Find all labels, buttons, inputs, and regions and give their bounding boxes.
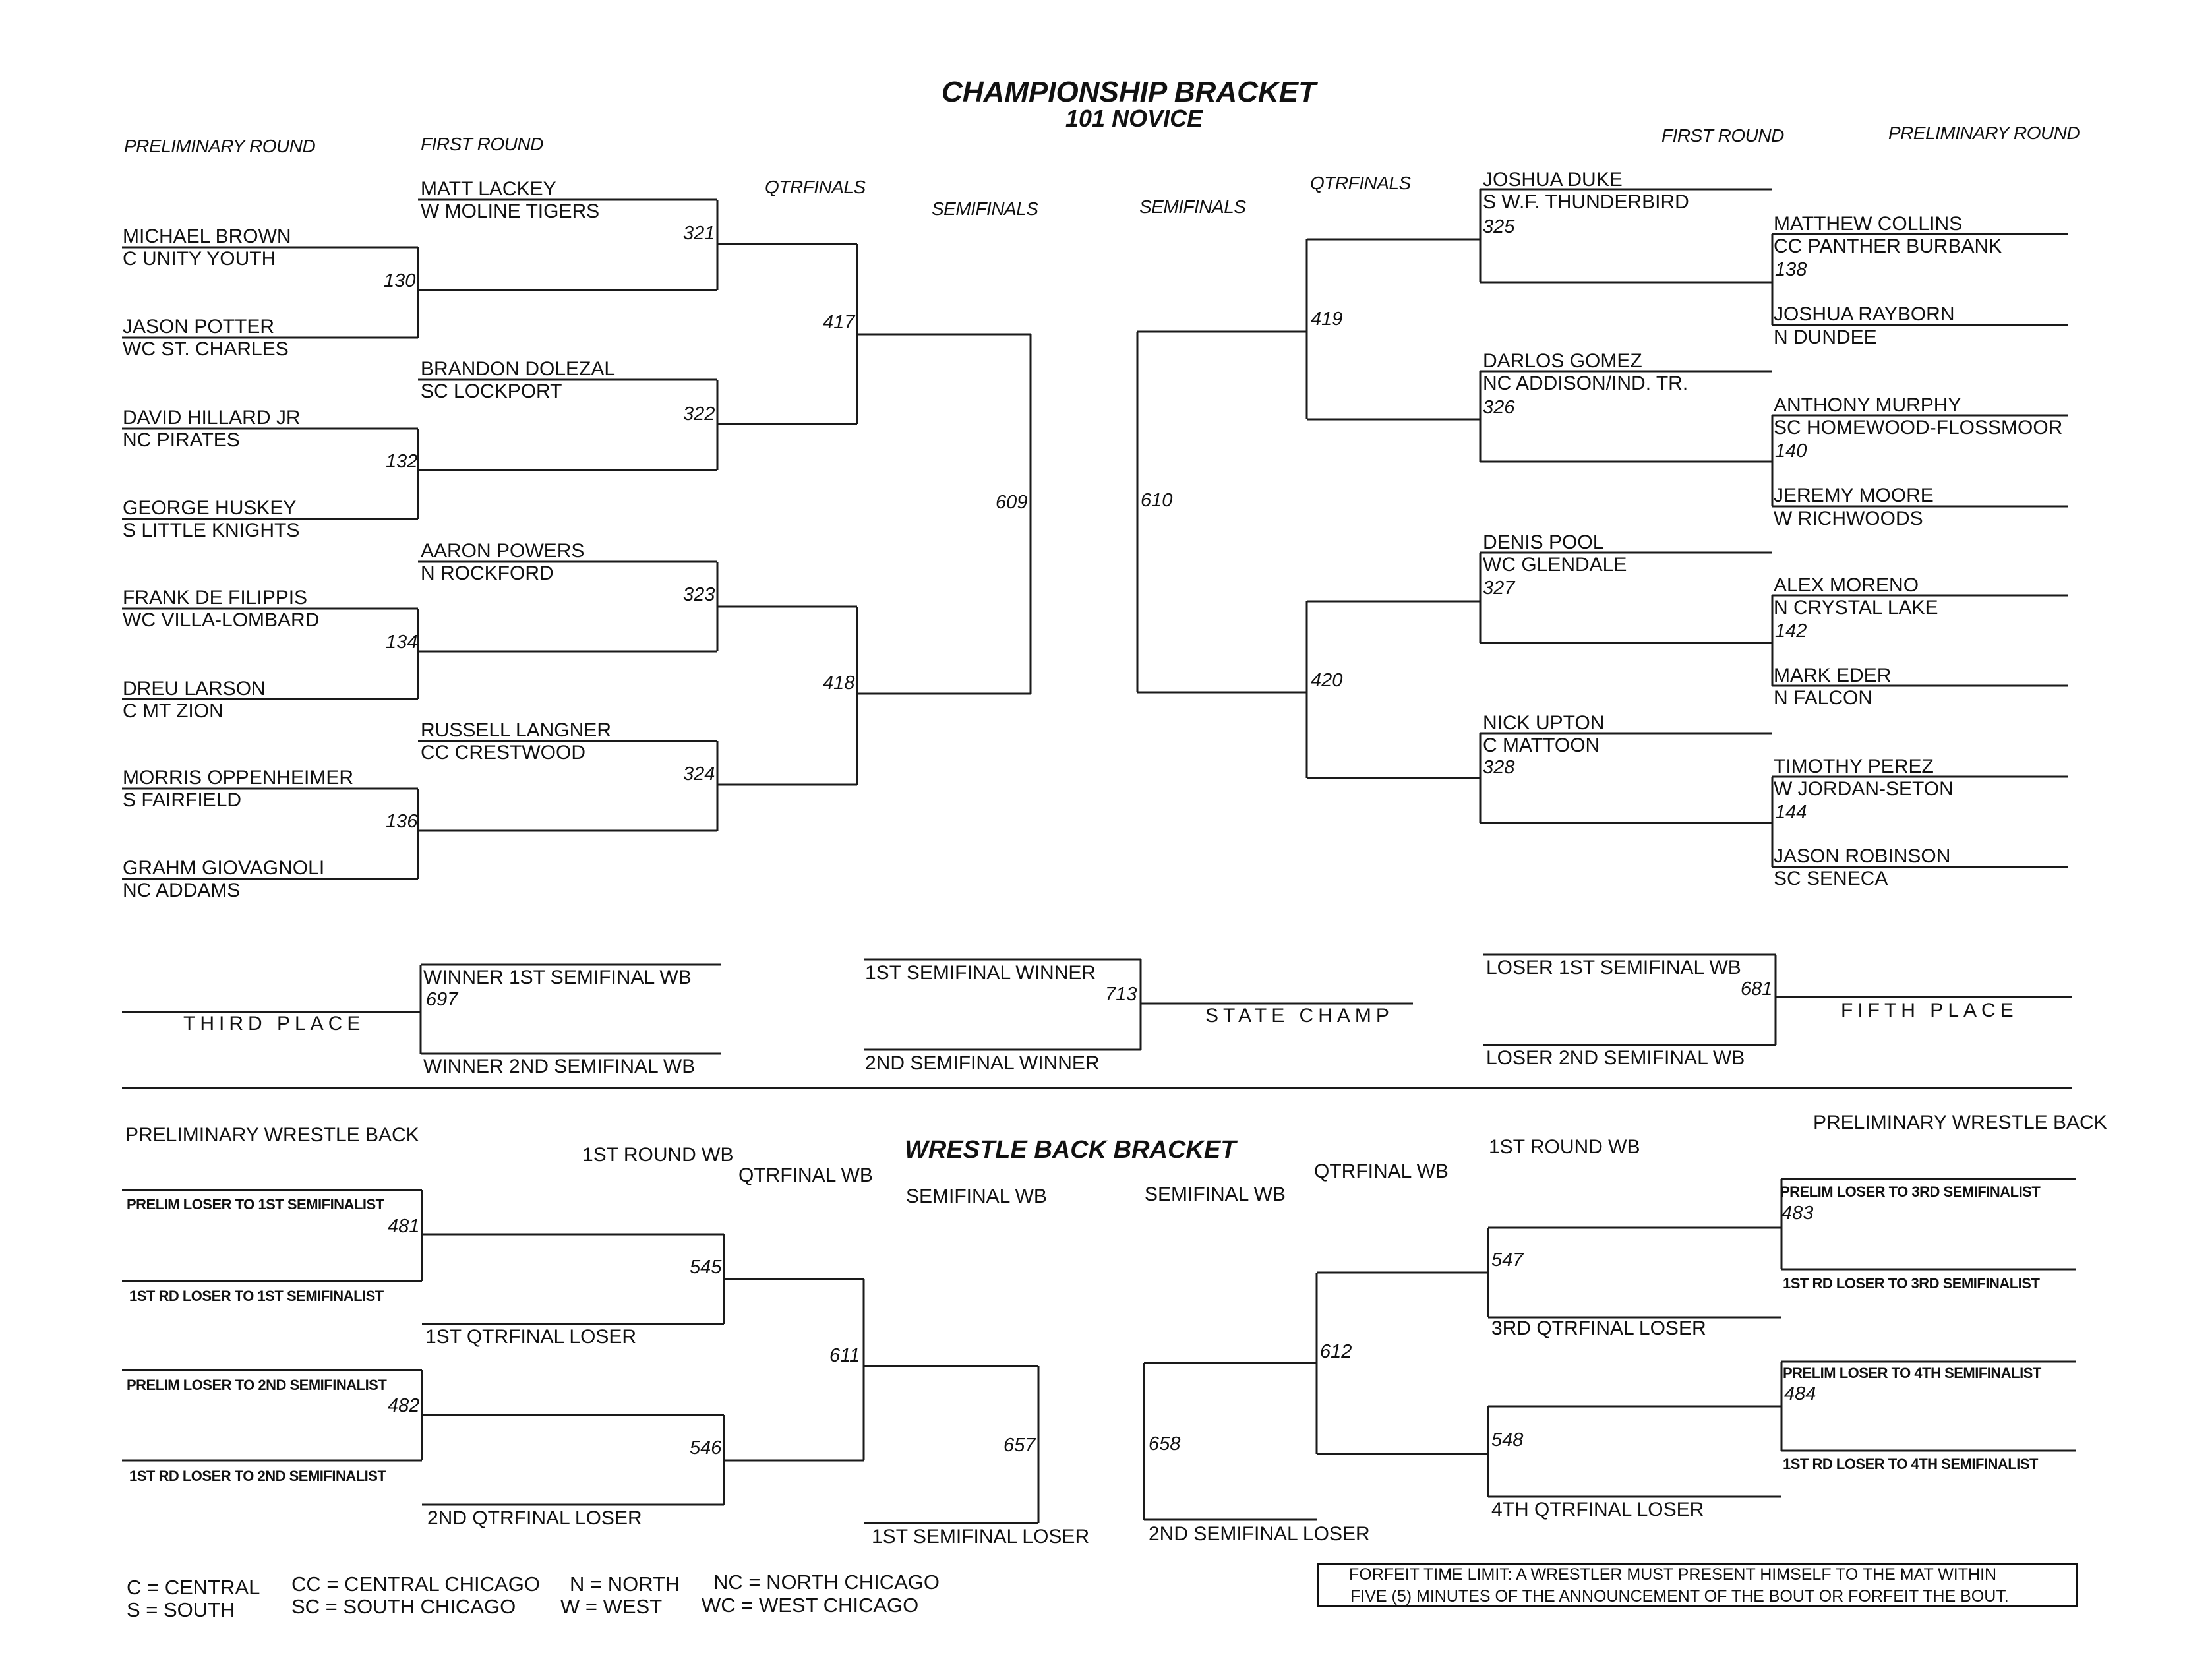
wrestler-team: W JORDAN-SETON (1774, 778, 1954, 800)
round-label-semi-right: SEMIFINALS (1139, 196, 1246, 217)
wb-slot-bottom: 4TH QTRFINAL LOSER (1491, 1499, 1704, 1520)
wrestler-name: DENIS POOL (1483, 531, 1604, 553)
bout-number: 132 (386, 451, 418, 472)
wrestler-team: N ROCKFORD (421, 562, 554, 584)
legend-south: S = SOUTH (127, 1598, 235, 1621)
bout-number: 420 (1311, 670, 1343, 691)
wrestler-name: MATT LACKEY (421, 178, 556, 200)
bout-number: 482 (388, 1395, 420, 1416)
bout-number: 144 (1775, 802, 1807, 823)
bout-number: 609 (996, 492, 1028, 513)
wrestler-team: C MT ZION (123, 700, 224, 722)
bout-number: 484 (1784, 1383, 1816, 1404)
bout-number: 323 (683, 584, 715, 605)
state-champ-label: STATE CHAMP (1205, 1005, 1394, 1027)
wrestler-team: W MOLINE TIGERS (421, 200, 600, 222)
wrestler-team: WC VILLA-LOMBARD (123, 609, 320, 631)
wb-slot-bottom: 3RD QTRFINAL LOSER (1491, 1317, 1706, 1339)
wrestler-name: FRANK DE FILIPPIS (123, 587, 308, 609)
fifth-place-label: FIFTH PLACE (1841, 1000, 2018, 1021)
wrestler-team: N FALCON (1774, 687, 1873, 709)
wb-title: WRESTLE BACK BRACKET (905, 1136, 1236, 1164)
bout-number: 610 (1141, 490, 1173, 511)
bout-number: 325 (1483, 216, 1515, 237)
wrestler-name: NICK UPTON (1483, 712, 1605, 734)
bout-number: 545 (690, 1257, 722, 1278)
wrestler-name: JASON ROBINSON (1774, 845, 1951, 867)
wrestler-name: MORRIS OPPENHEIMER (123, 767, 354, 789)
round-label-qtr-left: QTRFINALS (765, 177, 866, 197)
wrestler-team: SC SENECA (1774, 868, 1888, 889)
bout-number: 138 (1775, 259, 1807, 280)
wb-label-qtr-right: QTRFINAL WB (1314, 1160, 1449, 1182)
bout-number: 134 (386, 632, 418, 653)
wrestler-team: S FAIRFIELD (123, 789, 242, 811)
wrestler-name: AARON POWERS (421, 540, 585, 562)
wb-slot-bottom: 1ST RD LOSER TO 2ND SEMIFINALIST (129, 1468, 386, 1484)
wb-slot-bottom: 1ST SEMIFINAL LOSER (872, 1526, 1090, 1547)
wrestler-name: RUSSELL LANGNER (421, 719, 611, 741)
wb-slot-top: PRELIM LOSER TO 3RD SEMIFINALIST (1780, 1184, 2041, 1200)
bout-number: 548 (1491, 1429, 1524, 1451)
wrestler-team: NC PIRATES (123, 429, 240, 451)
forfeit-line-2: FIVE (5) MINUTES OF THE ANNOUNCEMENT OF THE BOUT OR FORFEIT THE BOUT. (1350, 1587, 2009, 1605)
wrestler-name: JOSHUA DUKE (1483, 169, 1623, 191)
forfeit-line-1: FORFEIT TIME LIMIT: A WRESTLER MUST PRESENT HIMSELF TO THE MAT WITHIN (1349, 1565, 1997, 1584)
bout-number: 546 (690, 1437, 722, 1458)
legend-west-chicago: WC = WEST CHICAGO (702, 1594, 919, 1617)
wrestler-team: S W.F. THUNDERBIRD (1483, 191, 1689, 213)
bout-number: 130 (384, 270, 416, 291)
wrestler-name: JEREMY MOORE (1774, 485, 1934, 506)
bout-number: 547 (1491, 1249, 1524, 1271)
round-label-qtr-right: QTRFINALS (1310, 173, 1411, 193)
bout-number: 328 (1483, 757, 1515, 778)
bout-number: 681 (1741, 978, 1773, 1000)
wb-label-first-right: 1ST ROUND WB (1489, 1136, 1640, 1158)
bout-number: 697 (426, 989, 458, 1010)
third-place-label: THIRD PLACE (183, 1013, 365, 1035)
bout-number: 417 (823, 312, 855, 333)
wrestler-team: SC LOCKPORT (421, 380, 562, 402)
wrestler-name: JASON POTTER (123, 316, 275, 338)
wrestler-team: N DUNDEE (1774, 326, 1877, 348)
wb-slot-bottom: 1ST RD LOSER TO 4TH SEMIFINALIST (1783, 1456, 2038, 1472)
wrestler-name: MATTHEW COLLINS (1774, 213, 1963, 235)
wrestler-name: MARK EDER (1774, 665, 1892, 686)
fifth-place-top: LOSER 1ST SEMIFINAL WB (1486, 957, 1741, 978)
wb-slot-bottom: 1ST QTRFINAL LOSER (425, 1326, 637, 1348)
bout-number: 481 (388, 1216, 420, 1237)
wrestler-name: ANTHONY MURPHY (1774, 394, 1961, 416)
bout-number: 657 (1003, 1435, 1036, 1456)
wb-slot-bottom: 2ND QTRFINAL LOSER (427, 1507, 642, 1529)
wrestler-name: TIMOTHY PEREZ (1774, 756, 1934, 777)
wb-label-semi-right: SEMIFINAL WB (1145, 1184, 1286, 1205)
wrestler-name: GRAHM GIOVAGNOLI (123, 857, 325, 879)
bracket-title: CHAMPIONSHIP BRACKET (942, 76, 1316, 108)
bout-number: 140 (1775, 440, 1807, 462)
bout-number: 483 (1781, 1203, 1814, 1224)
bout-number: 326 (1483, 397, 1515, 418)
bout-number: 322 (683, 404, 715, 425)
wb-slot-bottom: 1ST RD LOSER TO 1ST SEMIFINALIST (129, 1288, 384, 1304)
wrestler-team: SC HOMEWOOD-FLOSSMOOR (1774, 417, 2063, 438)
wrestler-team: N CRYSTAL LAKE (1774, 597, 1938, 618)
bout-number: 611 (829, 1345, 860, 1366)
wb-slot-top: PRELIM LOSER TO 2ND SEMIFINALIST (127, 1377, 387, 1393)
third-place-bottom: WINNER 2ND SEMIFINAL WB (423, 1056, 696, 1077)
wb-label-prelim-right: PRELIMINARY WRESTLE BACK (1813, 1112, 2107, 1133)
wb-slot-bottom: 2ND SEMIFINAL LOSER (1149, 1523, 1370, 1545)
weight-class: 101 NOVICE (1065, 105, 1203, 132)
round-label-first-right: FIRST ROUND (1661, 125, 1784, 146)
wb-label-first-left: 1ST ROUND WB (582, 1144, 734, 1166)
wrestler-team: WC ST. CHARLES (123, 338, 289, 360)
round-label-prelim-right: PRELIMINARY ROUND (1888, 123, 2080, 143)
wb-slot-bottom: 1ST RD LOSER TO 3RD SEMIFINALIST (1783, 1275, 2040, 1292)
wrestler-team: CC CRESTWOOD (421, 742, 585, 764)
wb-label-semi-left: SEMIFINAL WB (906, 1185, 1047, 1207)
bout-number: 321 (683, 223, 715, 244)
wrestler-name: GEORGE HUSKEY (123, 497, 297, 519)
legend-south-chicago: SC = SOUTH CHICAGO (291, 1595, 516, 1618)
wrestler-team: W RICHWOODS (1774, 508, 1923, 529)
wb-label-qtr-left: QTRFINAL WB (738, 1164, 873, 1186)
bout-number: 713 (1105, 984, 1137, 1005)
champ-top: 1ST SEMIFINAL WINNER (865, 962, 1096, 984)
champ-bottom: 2ND SEMIFINAL WINNER (865, 1052, 1100, 1074)
fifth-place-bottom: LOSER 2ND SEMIFINAL WB (1486, 1047, 1745, 1069)
wrestler-name: DARLOS GOMEZ (1483, 350, 1642, 372)
legend-central: C = CENTRAL (127, 1576, 260, 1599)
round-label-prelim-left: PRELIMINARY ROUND (124, 136, 316, 156)
bout-number: 419 (1311, 309, 1343, 330)
legend-west: W = WEST (560, 1595, 663, 1618)
wrestler-name: BRANDON DOLEZAL (421, 358, 616, 380)
wrestler-team: S LITTLE KNIGHTS (123, 520, 300, 541)
bout-number: 612 (1320, 1341, 1352, 1362)
bout-number: 658 (1149, 1433, 1181, 1455)
legend-north-chicago: NC = NORTH CHICAGO (713, 1571, 940, 1594)
wrestler-team: C UNITY YOUTH (123, 248, 276, 270)
bout-number: 136 (386, 811, 418, 832)
wrestler-team: NC ADDAMS (123, 880, 241, 901)
wrestler-team: NC ADDISON/IND. TR. (1483, 373, 1689, 394)
wb-label-prelim-left: PRELIMINARY WRESTLE BACK (125, 1124, 419, 1146)
wrestler-team: C MATTOON (1483, 735, 1600, 756)
round-label-semi-left: SEMIFINALS (932, 198, 1038, 219)
round-label-first-left: FIRST ROUND (421, 134, 543, 154)
wrestler-name: MICHAEL BROWN (123, 225, 291, 247)
wb-slot-top: PRELIM LOSER TO 4TH SEMIFINALIST (1783, 1365, 2041, 1381)
wrestler-name: ALEX MORENO (1774, 574, 1919, 596)
wrestler-name: DAVID HILLARD JR (123, 407, 301, 429)
wrestler-name: JOSHUA RAYBORN (1774, 303, 1955, 325)
legend-north: N = NORTH (570, 1573, 680, 1596)
wrestler-team: WC GLENDALE (1483, 554, 1627, 576)
bout-number: 142 (1775, 620, 1807, 642)
third-place-top: WINNER 1ST SEMIFINAL WB (423, 967, 692, 988)
legend-central-chicago: CC = CENTRAL CHICAGO (291, 1573, 540, 1596)
wrestler-name: DREU LARSON (123, 678, 266, 700)
bout-number: 324 (683, 764, 715, 785)
bout-number: 327 (1483, 578, 1515, 599)
wrestler-team: CC PANTHER BURBANK (1774, 235, 2002, 257)
wb-slot-top: PRELIM LOSER TO 1ST SEMIFINALIST (127, 1196, 384, 1213)
bout-number: 418 (823, 673, 855, 694)
